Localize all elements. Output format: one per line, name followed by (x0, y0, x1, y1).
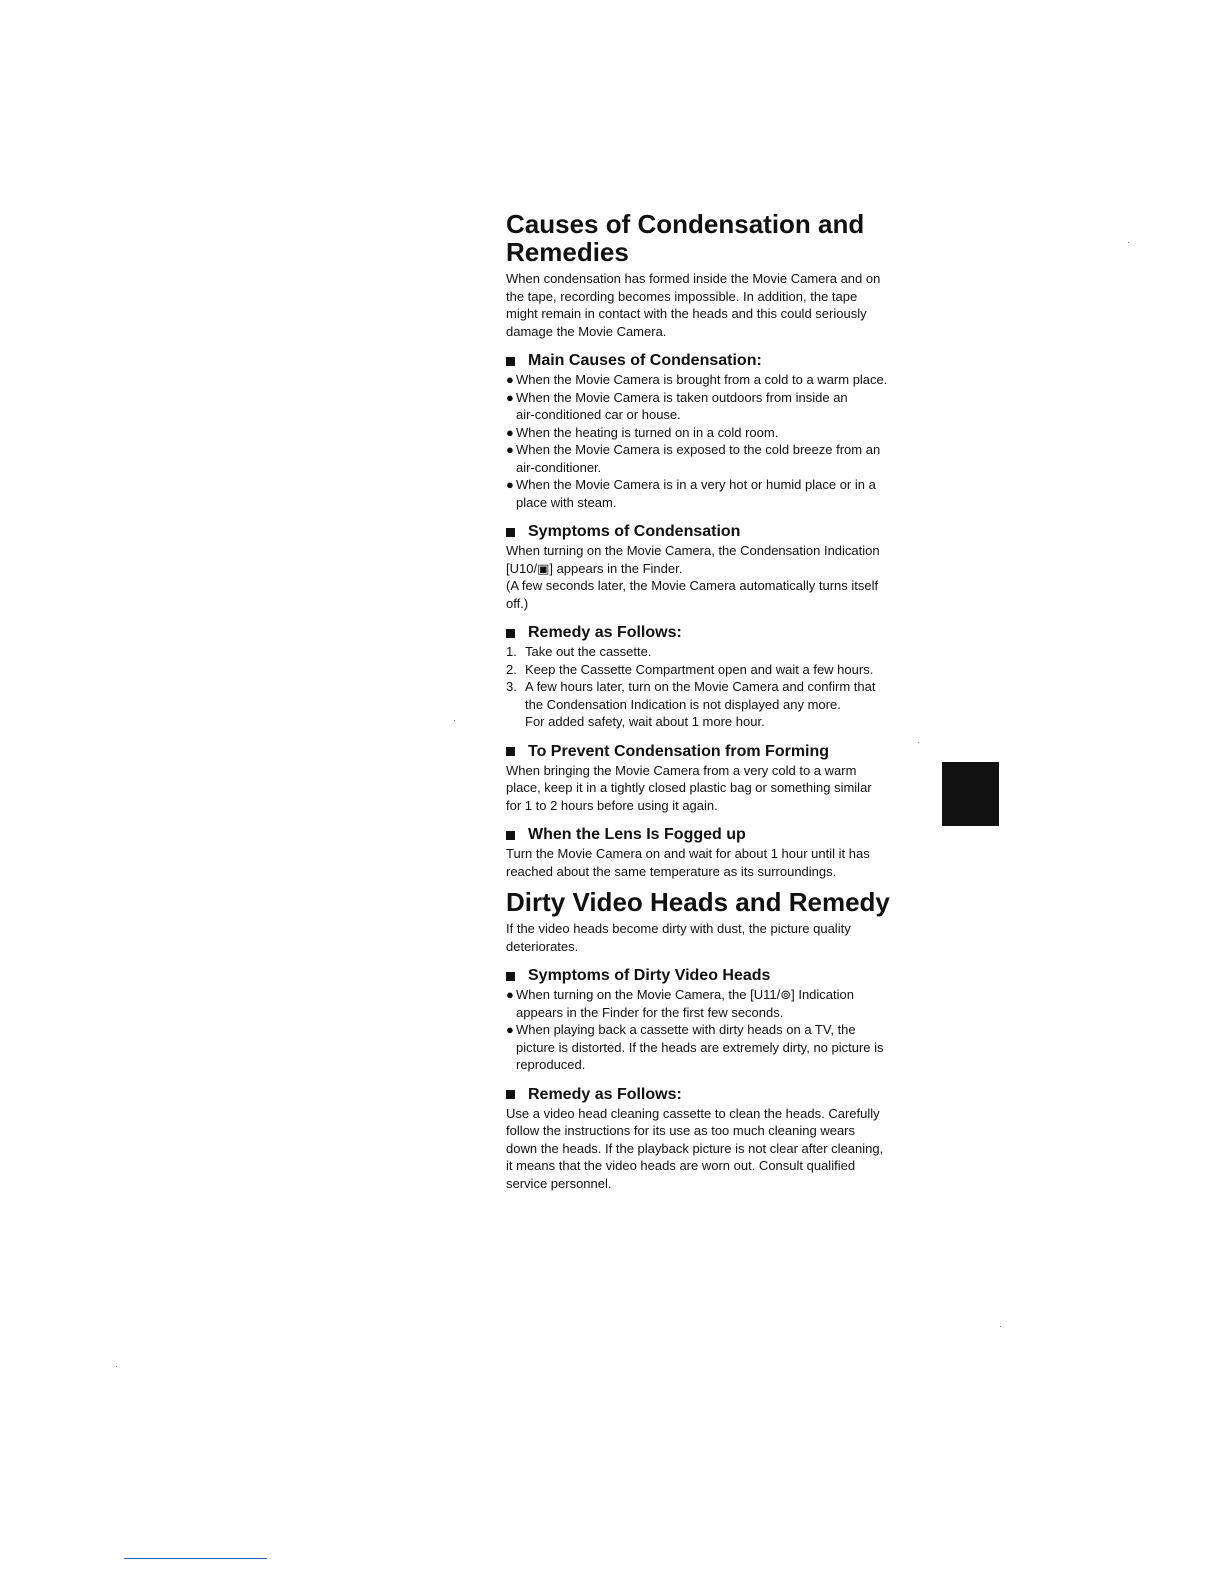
remedy-condensation-section (506, 623, 921, 731)
text-line: reached about the same temperature as its surroundings. (506, 863, 837, 879)
remedy-dirty-heads-heading (506, 1085, 921, 1105)
list-item-text: appears in the Finder for the first few seconds. (516, 1004, 784, 1020)
square-bullet-icon (506, 357, 515, 366)
lens-fogged-heading (506, 825, 921, 845)
bullet-icon: ● (506, 389, 514, 405)
intro-line: the tape, recording becomes impossible. In addition, the tape (506, 288, 858, 304)
bullet-icon: ● (506, 987, 514, 1002)
remedy-dirty-heads-section (506, 1085, 921, 1193)
bullet-icon: ● (506, 372, 514, 387)
step-item (506, 678, 921, 731)
list-item (506, 389, 921, 424)
heading-text: When the Lens Is Fogged up (528, 826, 746, 843)
step-number: 2. (506, 661, 517, 677)
prevent-condensation-heading (506, 742, 921, 762)
remedy-dirty-heads-text (506, 1105, 921, 1193)
intro-line: If the video heads become dirty with dust, the picture quality (506, 921, 851, 936)
list-item-text: When turning on the Movie Camera, the [U11/⊚] Indication (516, 987, 854, 1002)
heading-text: Main Causes of Condensation: (528, 352, 762, 369)
scan-speck (454, 720, 455, 721)
list-item (506, 986, 921, 1021)
list-item-text: When playing back a cassette with dirty heads on a TV, the (516, 1022, 856, 1037)
text-line: down the heads. If the playback picture is not clear after cleaning, (506, 1140, 884, 1156)
step-text: For added safety, wait about 1 more hour. (525, 714, 765, 729)
step-text: Keep the Cassette Compartment open and wait a few hours. (525, 661, 874, 677)
remedy-condensation-heading (506, 623, 921, 643)
intro-line: damage the Movie Camera. (506, 323, 667, 339)
main-causes-heading (506, 351, 921, 371)
symptoms-dirty-heads-heading (506, 966, 921, 986)
prevent-condensation-section (506, 742, 921, 815)
scan-speck (1128, 242, 1129, 243)
heading-text: To Prevent Condensation from Forming (528, 742, 830, 760)
step-item (506, 661, 921, 679)
main-causes-list (506, 371, 921, 511)
text-line: for 1 to 2 hours before using it again. (506, 797, 718, 813)
symptoms-condensation-section (506, 522, 921, 612)
heading-text: Remedy as Follows: (528, 1085, 682, 1103)
list-item-text: When the Movie Camera is in a very hot or humid place or in a (516, 477, 876, 492)
heading-text: Symptoms of Condensation (528, 523, 741, 540)
bullet-icon: ● (506, 477, 514, 492)
intro-line: When condensation has formed inside the Movie Camera and on (506, 271, 881, 286)
step-number: 1. (506, 644, 517, 659)
bullet-icon: ● (506, 442, 514, 457)
title-line-1: Causes of Condensation and (506, 209, 865, 239)
list-item-text: When the Movie Camera is taken outdoors from inside an (516, 389, 848, 405)
content-column (506, 210, 921, 1192)
bottom-rule (124, 1558, 267, 1559)
remedy-steps-list (506, 643, 921, 731)
text-line: service personnel. (506, 1175, 612, 1191)
scan-speck (1000, 1326, 1001, 1327)
text-line: place, keep it in a tightly closed plastic bag or something similar (506, 780, 872, 795)
title-line-2: Remedies (506, 237, 629, 267)
list-item (506, 424, 921, 442)
list-item-text: picture is distorted. If the heads are extremely dirty, no picture is (516, 1039, 884, 1055)
list-item-text: reproduced. (516, 1057, 586, 1072)
square-bullet-icon (506, 747, 515, 756)
intro-line: deteriorates. (506, 938, 579, 954)
square-bullet-icon (506, 831, 515, 840)
symptoms-dirty-heads-list (506, 986, 921, 1074)
square-bullet-icon (506, 528, 515, 537)
list-item-text: air-conditioner. (516, 459, 602, 475)
main-causes-section (506, 351, 921, 511)
symptoms-condensation-heading (506, 522, 921, 542)
text-line: Turn the Movie Camera on and wait for about 1 hour until it has (506, 846, 870, 861)
intro-line: might remain in contact with the heads and this could seriously (506, 306, 867, 321)
prevent-condensation-text (506, 762, 921, 815)
text-line: follow the instructions for its use as too much cleaning wears (506, 1123, 856, 1138)
list-item-text: air-conditioned car or house. (516, 407, 681, 422)
step-text: the Condensation Indication is not displayed any more. (525, 696, 841, 712)
square-bullet-icon (506, 1090, 515, 1099)
list-item-text: place with steam. (516, 494, 617, 510)
bullet-icon: ● (506, 1022, 514, 1037)
section-tab-marker (942, 762, 999, 826)
list-item (506, 371, 921, 389)
text-line: [U10/▣] appears in the Finder. (506, 560, 683, 576)
text-line: it means that the video heads are worn out. Consult qualified (506, 1158, 856, 1173)
step-item (506, 643, 921, 661)
scan-speck (918, 742, 919, 743)
heading-text: Symptoms of Dirty Video Heads (528, 967, 771, 984)
list-item (506, 1021, 921, 1074)
lens-fogged-section (506, 825, 921, 880)
text-line: (A few seconds later, the Movie Camera automatically turns itself (506, 578, 879, 593)
step-text: A few hours later, turn on the Movie Camera and confirm that (525, 679, 876, 694)
symptoms-condensation-text (506, 542, 921, 612)
list-item-text: When the heating is turned on in a cold room. (516, 424, 779, 440)
list-item-text: When the Movie Camera is brought from a cold to a warm place. (516, 372, 888, 387)
section-title-dirty-heads: Dirty Video Heads and Remedy (506, 887, 890, 917)
scan-speck (116, 1366, 117, 1367)
list-item (506, 476, 921, 511)
symptoms-dirty-heads-section (506, 966, 921, 1074)
square-bullet-icon (506, 972, 515, 981)
square-bullet-icon (506, 629, 515, 638)
text-line: When bringing the Movie Camera from a very cold to a warm (506, 762, 857, 778)
lens-fogged-text (506, 845, 921, 880)
heading-text: Remedy as Follows: (528, 624, 682, 641)
text-line: off.) (506, 595, 529, 611)
step-number: 3. (506, 679, 517, 694)
dirty-heads-intro (506, 920, 921, 955)
section-title-condensation (506, 210, 921, 266)
bullet-icon: ● (506, 424, 514, 440)
list-item (506, 441, 921, 476)
text-line: When turning on the Movie Camera, the Condensation Indication (506, 543, 880, 558)
step-text: Take out the cassette. (525, 644, 652, 659)
text-line: Use a video head cleaning cassette to clean the heads. Carefully (506, 1105, 880, 1121)
list-item-text: When the Movie Camera is exposed to the cold breeze from an (516, 442, 881, 457)
condensation-intro (506, 270, 921, 340)
